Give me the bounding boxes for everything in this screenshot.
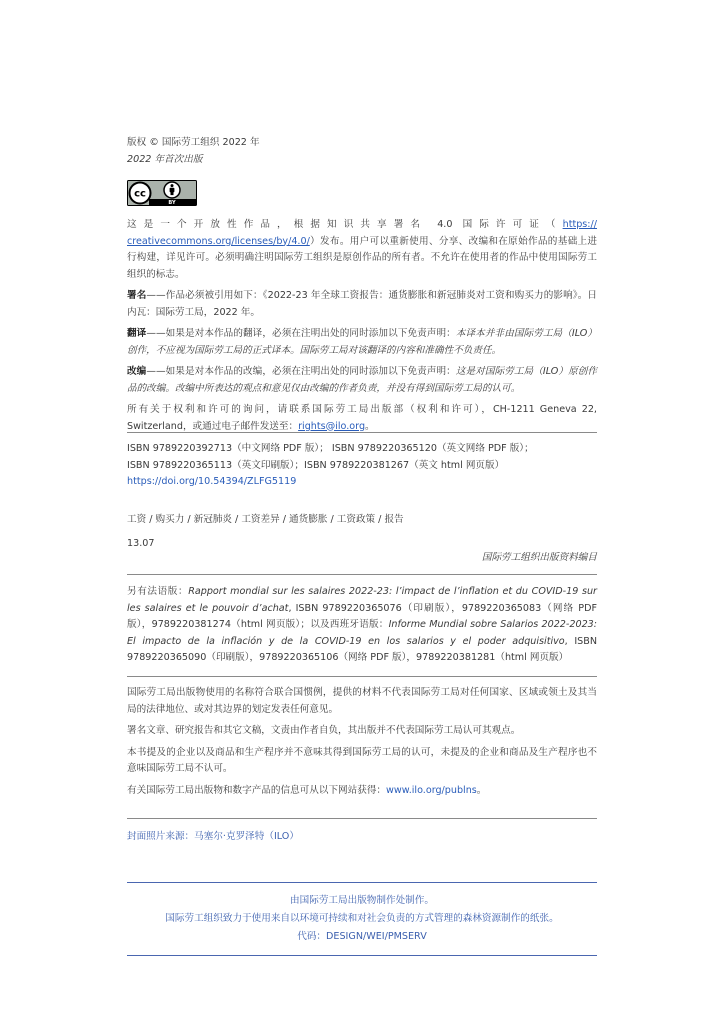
- disclaimers-block: [127, 685, 597, 799]
- footer-line: 由国际劳工局出版物制作处制作。: [290, 895, 434, 906]
- other-editions-block: [127, 584, 597, 667]
- cover-photo-credit: 封面照片来源：马塞尔·克罗泽特（ILO）: [127, 831, 299, 842]
- keywords-line: 工资 / 购买力 / 新冠肺炎 / 工资差异 / 通货膨胀 / 工资政策 / 报告: [127, 514, 404, 525]
- disclaimer-paragraph: 署名文章、研究报告和其它文稿，文责由作者自负，其出版并不代表国际劳工局认可其观点。: [127, 725, 521, 736]
- footer-code: 代码：DESIGN/WEI/PMSERV: [297, 931, 427, 942]
- license-paragraph: 这是一个开放性作品，根据知识共享署名 4.0 国际许可证（https:// creativecommons.org/licenses/by/4.0/）发布。用户可以重新使用、分享、改编和在原始作品的基础上进行构建，详见许可。必须明确注明国际劳工组织是原创作品的所有者。不允许在使用者的作品中使用国际劳工组织的标志。: [127, 219, 597, 280]
- footer-line: 国际劳工组织致力于使用来自以环境可持续和对社会负责的方式管理的森林资源制作的纸张。: [165, 913, 559, 924]
- divider: [127, 432, 597, 433]
- translation-disclaimer: 本译本并非由国际劳工局（ILO）创作，不应视为国际劳工局的正式译本。国际劳工局对该翻译的内容和准确性不负责任。: [127, 328, 598, 356]
- cc-icon: [130, 183, 151, 204]
- isbn-block: [127, 441, 597, 491]
- production-footer: [127, 892, 597, 946]
- first-published-line: 2022 年首次出版: [127, 153, 203, 165]
- copyright-block: [127, 135, 597, 168]
- copyright-line: 版权 © 国际劳工组织 2022 年: [127, 137, 260, 148]
- spanish-title: Informe Mundial sobre Salarios 2022-2023: El impacto de la inflación y de la COVID-19 en los salarios y el poder adquisitivo: [127, 619, 598, 647]
- license-section: [127, 217, 597, 435]
- adaptation-disclaimer: 这是对国际劳工局（ILO）原创作品的改编。改编中所表达的观点和意见仅由改编的作者负责，并没有得到国际劳工局的认可。: [127, 366, 598, 394]
- classification-code: 13.07: [127, 538, 155, 549]
- doi-link[interactable]: https://doi.org/10.54394/ZLFG5119: [127, 476, 297, 487]
- other-editions-paragraph: 另有法语版：Rapport mondial sur les salaires 2022-23: l’impact de l’inflation et du COVID-19 sur les salaires et le pouvoir d’achat, ISBN 9789220365076（印刷版），9789220365083（网络 PDF 版），9789220381274（html 网页版）；以及西班牙语版：Informe Mundial sobre Salarios 2022-2023: El impacto de la inflación y de la COVID-19 en los salarios y el poder adquisitivo, ISBN 9789220365090（印刷版），9789220365106（网络 PDF 版），9789220381281（html 网页版）: [127, 586, 598, 663]
- divider: [127, 818, 597, 819]
- disclaimer-paragraph: 国际劳工局出版物使用的名称符合联合国惯例，提供的材料不代表国际劳工局对任何国家、区域或领土及其当局的法律地位、或对其边界的划定发表任何意见。: [127, 687, 597, 715]
- adaptation-paragraph: 改编——如果是对本作品的改编，必须在注明出处的同时添加以下免责声明：这是对国际劳工局（ILO）原创作品的改编。改编中所表达的观点和意见仅由改编的作者负责，并没有得到国际劳工局的认可。: [127, 366, 598, 394]
- footer-rule: [127, 955, 597, 956]
- by-label: BY: [168, 200, 176, 206]
- french-title: Rapport mondial sur les salaires 2022-23: l’impact de l’inflation et du COVID-19 sur les salaires et le pouvoir d’achat: [127, 586, 597, 614]
- translation-term: 翻译: [127, 328, 147, 339]
- attribution-term: 署名: [127, 290, 147, 301]
- publications-link[interactable]: www.ilo.org/publns: [386, 784, 477, 796]
- footer-rule: [127, 882, 597, 883]
- catalogue-label: 国际劳工组织出版资料编目: [481, 552, 597, 563]
- license-link[interactable]: https:// creativecommons.org/licenses/by/4.0/: [127, 219, 597, 247]
- rights-inquiry-paragraph: 所有关于权利和许可的询问，请联系国际劳工局出版部（权利和许可），CH-1211 Geneva 22, Switzerland，或通过电子邮件发送至：rights@ilo.org。: [127, 404, 597, 432]
- isbn-line: ISBN 9789220365113（英文印刷版）；ISBN 9789220381267（英文 html 网页版）: [127, 459, 505, 471]
- divider: [127, 676, 597, 677]
- svg-text:cc: cc: [134, 188, 146, 200]
- disclaimer-paragraph: 本书提及的企业以及商品和生产程序并不意味其得到国际劳工局的认可，未提及的企业和商品及生产程序也不意味国际劳工局不认可。: [127, 746, 597, 774]
- rights-email-link[interactable]: rights@ilo.org: [298, 420, 366, 432]
- adaptation-term: 改编: [127, 366, 147, 377]
- isbn-line: ISBN 9789220392713（中文网络 PDF 版）； ISBN 9789220365120（英文网络 PDF 版）；: [127, 443, 534, 454]
- disclaimer-paragraph: 有关国际劳工局出版物和数字产品的信息可从以下网站获得：www.ilo.org/publns。: [127, 784, 487, 796]
- divider: [127, 574, 597, 575]
- attribution-paragraph: 署名——作品必须被引用如下：《2022-23 年全球工资报告：通货膨胀和新冠肺炎对工资和购买力的影响》。日内瓦：国际劳工局，2022 年。: [127, 290, 597, 318]
- translation-paragraph: 翻译——如果是对本作品的翻译，必须在注明出处的同时添加以下免责声明：本译本并非由国际劳工局（ILO）创作，不应视为国际劳工局的正式译本。国际劳工局对该翻译的内容和准确性不负责任。: [127, 328, 598, 356]
- person-icon: [164, 182, 180, 198]
- cc-by-license-badge[interactable]: [127, 180, 197, 206]
